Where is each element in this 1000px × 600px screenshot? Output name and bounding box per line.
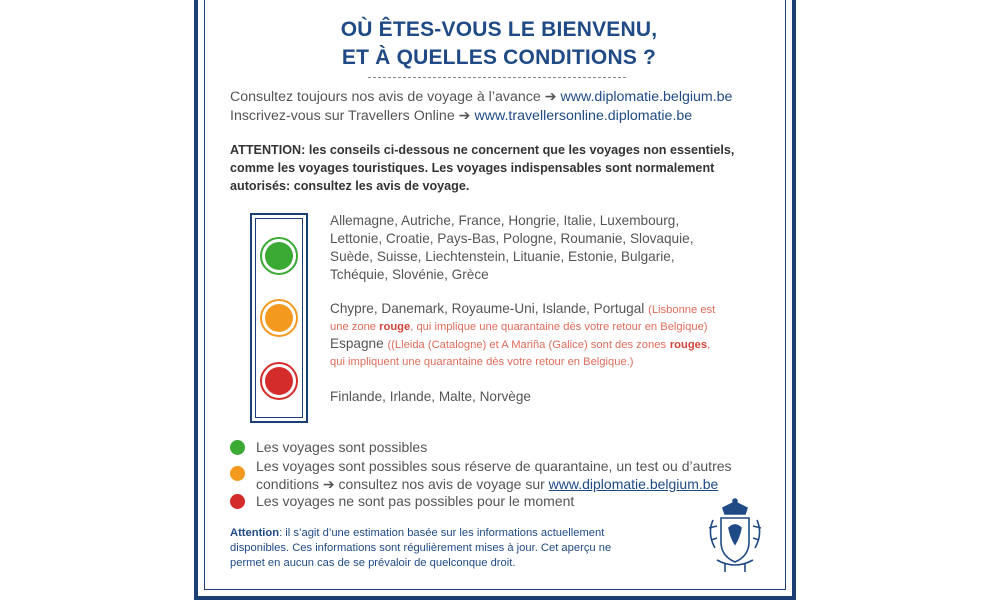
green-countries: Allemagne, Autriche, France, Hongrie, Italie, Luxembourg, Lettonie, Croatie, Pays-Bas, Pologne, Roumanie, Slovaquie, Suède, Suisse, Liechtenstein, Lituanie, Estonie, Bulgarie, Tchéquie, Slovénie, Grèce xyxy=(330,213,694,282)
traffic-light xyxy=(250,213,308,423)
links-block xyxy=(230,88,732,126)
arrow-icon: ➔ xyxy=(458,108,471,124)
title-line-1: OÙ ÊTES-VOUS LE BIENVENU, xyxy=(340,18,658,41)
diplomatie-link[interactable]: www.diplomatie.belgium.be xyxy=(560,89,733,105)
warning-line-3: autorisés: consultez les avis de voyage. xyxy=(230,179,470,193)
advisory-card: OÙ ÊTES-VOUS LE BIENVENU, ET À QUELLES CONDITIONS ? Consultez toujours nos avis de voyage à l’avance ➔ www.diplomatie.belgium.be Inscrivez-vous sur Travellers Online ➔ www.travellersonline.diplomatie.be ATTENTION: les conseils ci-dessous ne concernent que les voyages non essentiels, comme les voyages touristiques. Les voyages indispensables sont normalement autorisés: consultez les avis de voyage. Allemagne, Autriche, France, Hongrie, Italie, Luxembourg, Lettonie, Croatie, Pays-Bas, Pologne, Roumanie, Slovaquie, Suède, Suisse, Liechtenstein, Lituanie, Estonie, Bulgarie, Tchéquie, Slovénie, Grèce Chypre, Danemark, Royaume-Uni, Islande, Portugal (Lisbonne est une zone rouge, qui implique une quarantaine dès votre retour en Belgique) Espagne ((Lleida (Catalogne) et A Mariña (Galice) sont des zones rouges, qui impliquent une quarantaine dès votre retour en Belgique.) Finlande, Irlande, Malte, Norvège Les voyages sont possibles Les voyages sont possibles sous réserve de quarantaine, un test ou d’autres conditions ➔ consultez nos avis de voyage sur www.diplomatie.belgium.be Les voyages ne sont pas possibles pour le moment Attention: il s’agit d’une estimation basée sur les informations actuellement disponibles. Ces informations sont régulièrement mises à jour. Cet aperçu ne permet en aucun cas de se prévaloir de quelconque droit. xyxy=(194,0,796,600)
red-countries: Finlande, Irlande, Malte, Norvège xyxy=(330,389,531,404)
title-line-2: ET À QUELLES CONDITIONS ? xyxy=(341,46,657,69)
orange-light-icon xyxy=(265,304,293,332)
page-title xyxy=(198,16,800,72)
lisbon-note: (Lisbonne est xyxy=(648,304,716,316)
attention-warning xyxy=(230,141,770,195)
belgian-coat-of-arms-icon xyxy=(703,498,767,574)
orange-list-2: Espagne xyxy=(330,336,384,351)
dashed-divider xyxy=(368,77,626,78)
arrow-icon: ➔ xyxy=(544,89,557,105)
warning-line-2: comme les voyages touristiques. Les voyages indispensables sont normalement xyxy=(230,161,715,175)
orange-list-1: Chypre, Danemark, Royaume-Uni, Islande, Portugal xyxy=(330,301,645,316)
advice-text: Consultez toujours nos avis de voyage à l’avance xyxy=(230,89,541,105)
orange-countries: Chypre, Danemark, Royaume-Uni, Islande, Portugal (Lisbonne est une zone rouge, qui implique une quarantaine dès votre retour en Belgique) Espagne ((Lleida (Catalogne) et A Mariña (Galice) sont des zones rouges, qui impliquent une quarantaine dès votre retour en Belgique.) xyxy=(330,301,716,368)
warning-line-1: ATTENTION: les conseils ci-dessous ne concernent que les voyages non essentiels, xyxy=(230,143,735,157)
green-light-ring xyxy=(260,237,298,275)
red-light-icon xyxy=(265,367,293,395)
red-dot-icon xyxy=(230,494,245,509)
orange-light-ring xyxy=(260,299,298,337)
green-light-icon xyxy=(265,242,293,270)
orange-dot-icon xyxy=(230,466,245,481)
footer-disclaimer: Attention: il s’agit d’une estimation basée sur les informations actuellement disponibles. Ces informations sont régulièrement mises à jour. Cet aperçu ne permet en aucun cas de se prévaloir de quelconque droit. xyxy=(230,527,612,569)
red-light-ring xyxy=(260,362,298,400)
advice-row xyxy=(230,88,732,107)
travellers-online-link[interactable]: www.travellersonline.diplomatie.be xyxy=(474,108,693,124)
green-dot-icon xyxy=(230,440,245,455)
legend-diplomatie-link[interactable]: www.diplomatie.belgium.be xyxy=(548,476,719,492)
travellers-text: Inscrivez-vous sur Travellers Online xyxy=(230,108,455,124)
travellers-row xyxy=(230,107,732,126)
